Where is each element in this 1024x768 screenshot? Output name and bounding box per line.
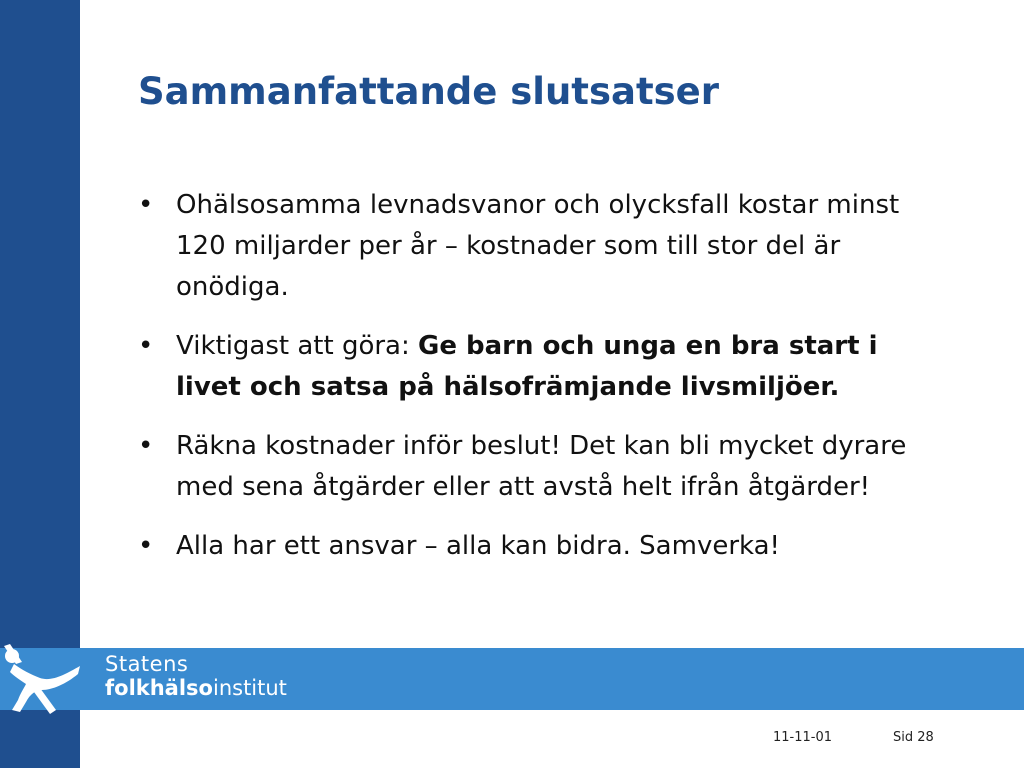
bullet-item bbox=[138, 526, 938, 567]
bullet-item bbox=[138, 326, 938, 408]
bullet-text: Alla har ett ansvar – alla kan bidra. Samverka! bbox=[176, 531, 780, 561]
bullet-item bbox=[138, 185, 938, 308]
bullet-marker: • bbox=[138, 431, 154, 461]
bullet-item bbox=[138, 426, 938, 508]
bullet-marker: • bbox=[138, 531, 154, 561]
logo-bold-part: folkhälso bbox=[105, 676, 213, 700]
bullet-text-bold: Ge barn och unga en bra start i livet och satsa på hälsofrämjande livsmiljöer. bbox=[176, 331, 878, 402]
bullet-marker: • bbox=[138, 331, 154, 361]
bullet-text: Ohälsosamma levnadsvanor och olycksfall kostar minst 120 miljarder per år – kostnader som till stor del är onödiga. bbox=[176, 190, 900, 302]
leaping-figure-icon bbox=[0, 644, 82, 714]
bullet-text: Viktigast att göra: bbox=[176, 331, 418, 361]
footer-date: 11-11-01 bbox=[773, 730, 833, 745]
logo-line2 bbox=[105, 676, 287, 700]
bullet-text: Räkna kostnader inför beslut! Det kan bli mycket dyrare med sena åtgärder eller att avstå helt ifrån åtgärder! bbox=[176, 431, 907, 502]
logo-light-part: institut bbox=[212, 676, 287, 700]
bullet-marker: • bbox=[138, 190, 154, 220]
slide-title: Sammanfattande slutsatser bbox=[138, 70, 720, 113]
bullet-list bbox=[138, 185, 938, 585]
logo-line1: Statens bbox=[105, 652, 189, 676]
page-number: Sid 28 bbox=[893, 730, 934, 745]
institute-logo-text bbox=[105, 652, 287, 700]
